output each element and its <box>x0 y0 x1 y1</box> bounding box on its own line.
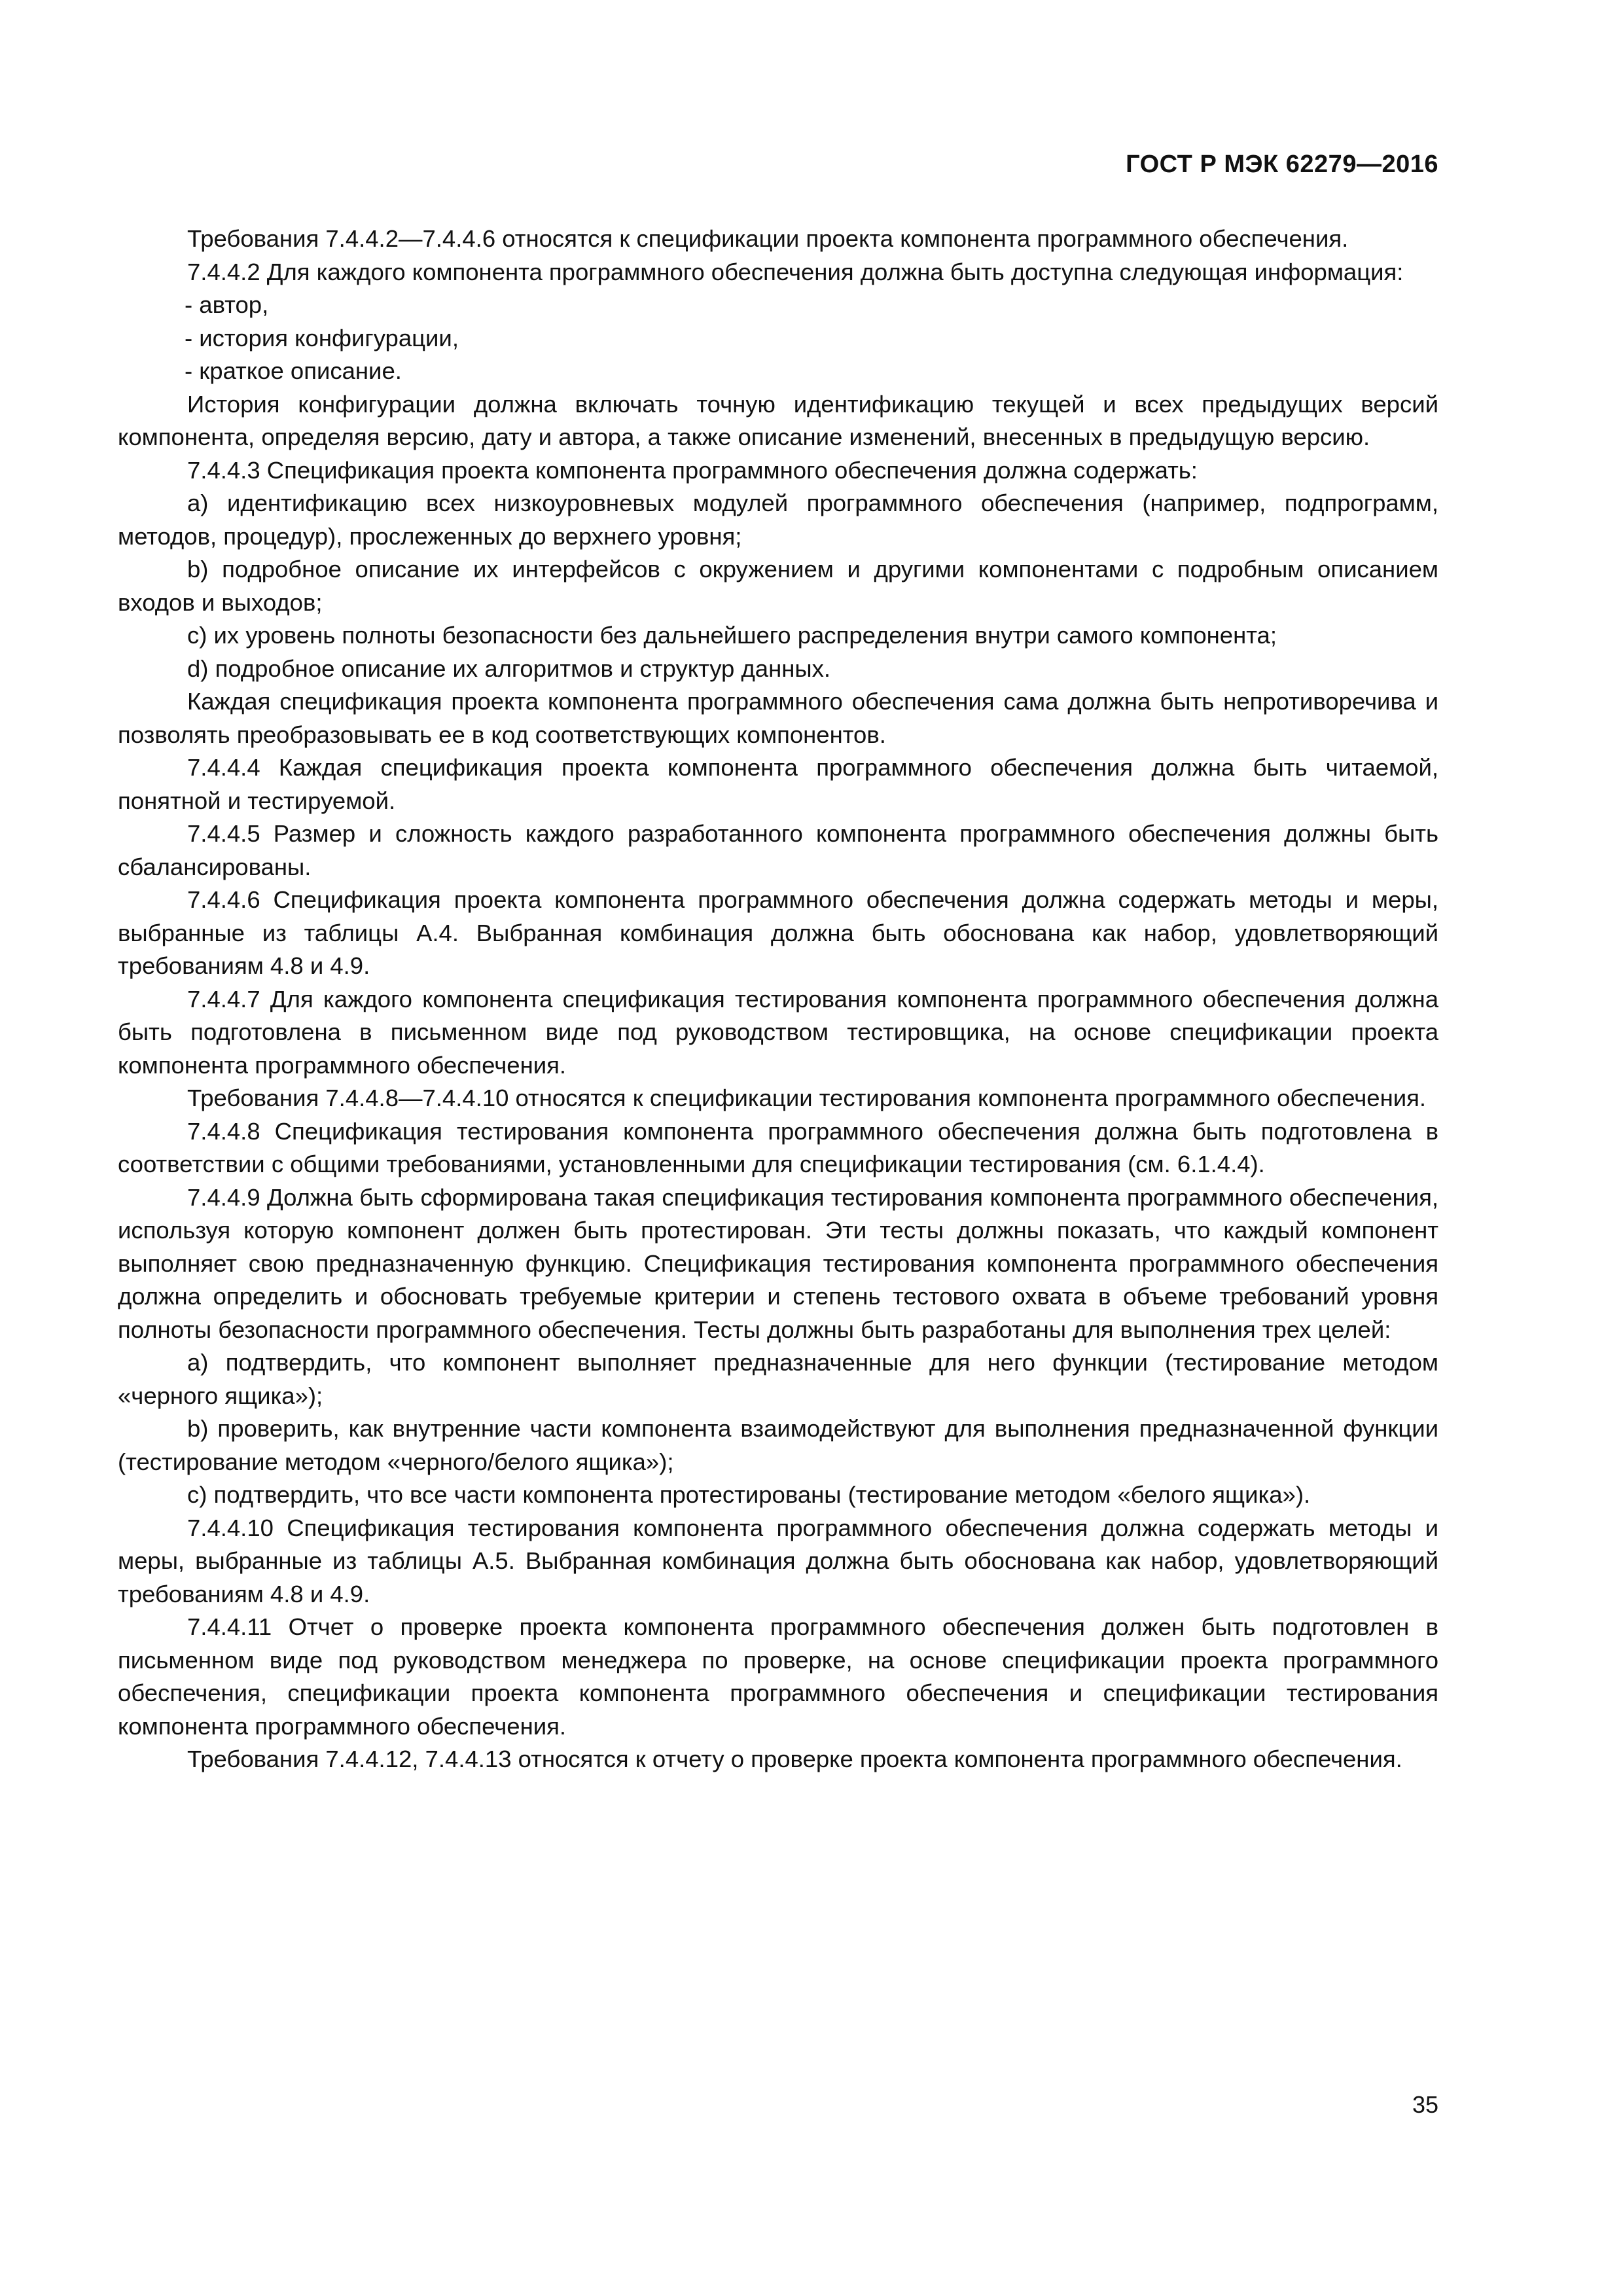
list-item: c) подтвердить, что все части компонента протестированы (тестирование методом «белого ящика»). <box>187 1481 1311 1508</box>
page-number: 35 <box>1412 2091 1438 2118</box>
document-body <box>118 223 1438 1776</box>
paragraph: Требования 7.4.4.12, 7.4.4.13 относятся к отчету о проверке проекта компонента программного обеспечения. <box>187 1746 1402 1772</box>
list-item: - краткое описание. <box>185 357 402 384</box>
list-item: - история конфигурации, <box>185 324 459 351</box>
paragraph: 7.4.4.3 Спецификация проекта компонента программного обеспечения должна содержать: <box>187 456 1198 484</box>
paragraph: 7.4.4.2 Для каждого компонента программного обеспечения должна быть доступна следующая информация: <box>187 258 1404 285</box>
paragraph: 7.4.4.8 Спецификация тестирования компонента программного обеспечения должна быть подготовлена в соответствии с общими требованиями, установленными для спецификации тестирования (см. 6.1.4.4). <box>118 1117 1438 1177</box>
list-item: a) подтвердить, что компонент выполняет предназначенные для него функции (тестирование методом «черного ящика»); <box>118 1349 1438 1409</box>
document-header: ГОСТ Р МЭК 62279—2016 <box>1126 151 1438 178</box>
paragraph: 7.4.4.4 Каждая спецификация проекта компонента программного обеспечения должна быть читаемой, понятной и тестируемой. <box>118 754 1438 814</box>
paragraph: Требования 7.4.4.8—7.4.4.10 относятся к спецификации тестирования компонента программного обеспечения. <box>187 1085 1427 1111</box>
list-item: b) проверить, как внутренние части компонента взаимодействуют для выполнения предназначенной функции (тестирование методом «черного/белого ящика»); <box>118 1415 1438 1475</box>
paragraph: 7.4.4.10 Спецификация тестирования компонента программного обеспечения должна содержать методы и меры, выбранные из таблицы А.5. Выбранная комбинация должна быть обоснована как набор, удовлетворяющий требованиям 4.8 и 4.9. <box>118 1514 1438 1607</box>
list-item: d) подробное описание их алгоритмов и структур данных. <box>187 655 831 682</box>
list-item: - автор, <box>185 291 269 318</box>
paragraph: Каждая спецификация проекта компонента программного обеспечения сама должна быть непротиворечива и позволять преобразовывать ее в код соответствующих компонентов. <box>118 688 1438 748</box>
paragraph: Требования 7.4.4.2—7.4.4.6 относятся к спецификации проекта компонента программного обеспечения. <box>187 225 1349 252</box>
list-item: c) их уровень полноты безопасности без дальнейшего распределения внутри самого компонента; <box>187 622 1277 649</box>
paragraph: 7.4.4.11 Отчет о проверке проекта компонента программного обеспечения должен быть подготовлен в письменном виде под руководством менеджера по проверке, на основе спецификации проекта программного обеспечения, спецификации проекта компонента программного обеспечения и спецификации тестирования компонента программного обеспечения. <box>118 1613 1438 1740</box>
paragraph: 7.4.4.7 Для каждого компонента спецификация тестирования компонента программного обеспечения должна быть подготовлена в письменном виде под руководством тестировщика, на основе спецификации проекта компонента программного обеспечения. <box>118 985 1438 1079</box>
list-item: a) идентификацию всех низкоуровневых модулей программного обеспечения (например, подпрограмм, методов, процедур), прослеженных до верхнего уровня; <box>118 490 1438 550</box>
paragraph: 7.4.4.9 Должна быть сформирована такая спецификация тестирования компонента программного обеспечения, используя которую компонент должен быть протестирован. Эти тесты должны показать, что каждый компонент выполняет свою предназначенную функцию. Спецификация тестирования компонента программного обеспечения должна определить и обосновать требуемые критерии и степень тестового охвата в объеме требований уровня полноты безопасности программного обеспечения. Тесты должны быть разработаны для выполнения трех целей: <box>118 1183 1438 1343</box>
paragraph: 7.4.4.5 Размер и сложность каждого разработанного компонента программного обеспечения должны быть сбалансированы. <box>118 820 1438 880</box>
list-item: b) подробное описание их интерфейсов с окружением и другими компонентами с подробным описанием входов и выходов; <box>118 556 1438 616</box>
paragraph: История конфигурации должна включать точную идентификацию текущей и всех предыдущих версий компонента, определяя версию, дату и автора, а также описание изменений, внесенных в предыдущую версию. <box>118 390 1438 450</box>
paragraph: 7.4.4.6 Спецификация проекта компонента программного обеспечения должна содержать методы и меры, выбранные из таблицы А.4. Выбранная комбинация должна быть обоснована как набор, удовлетворяющий требованиям 4.8 и 4.9. <box>118 886 1438 979</box>
